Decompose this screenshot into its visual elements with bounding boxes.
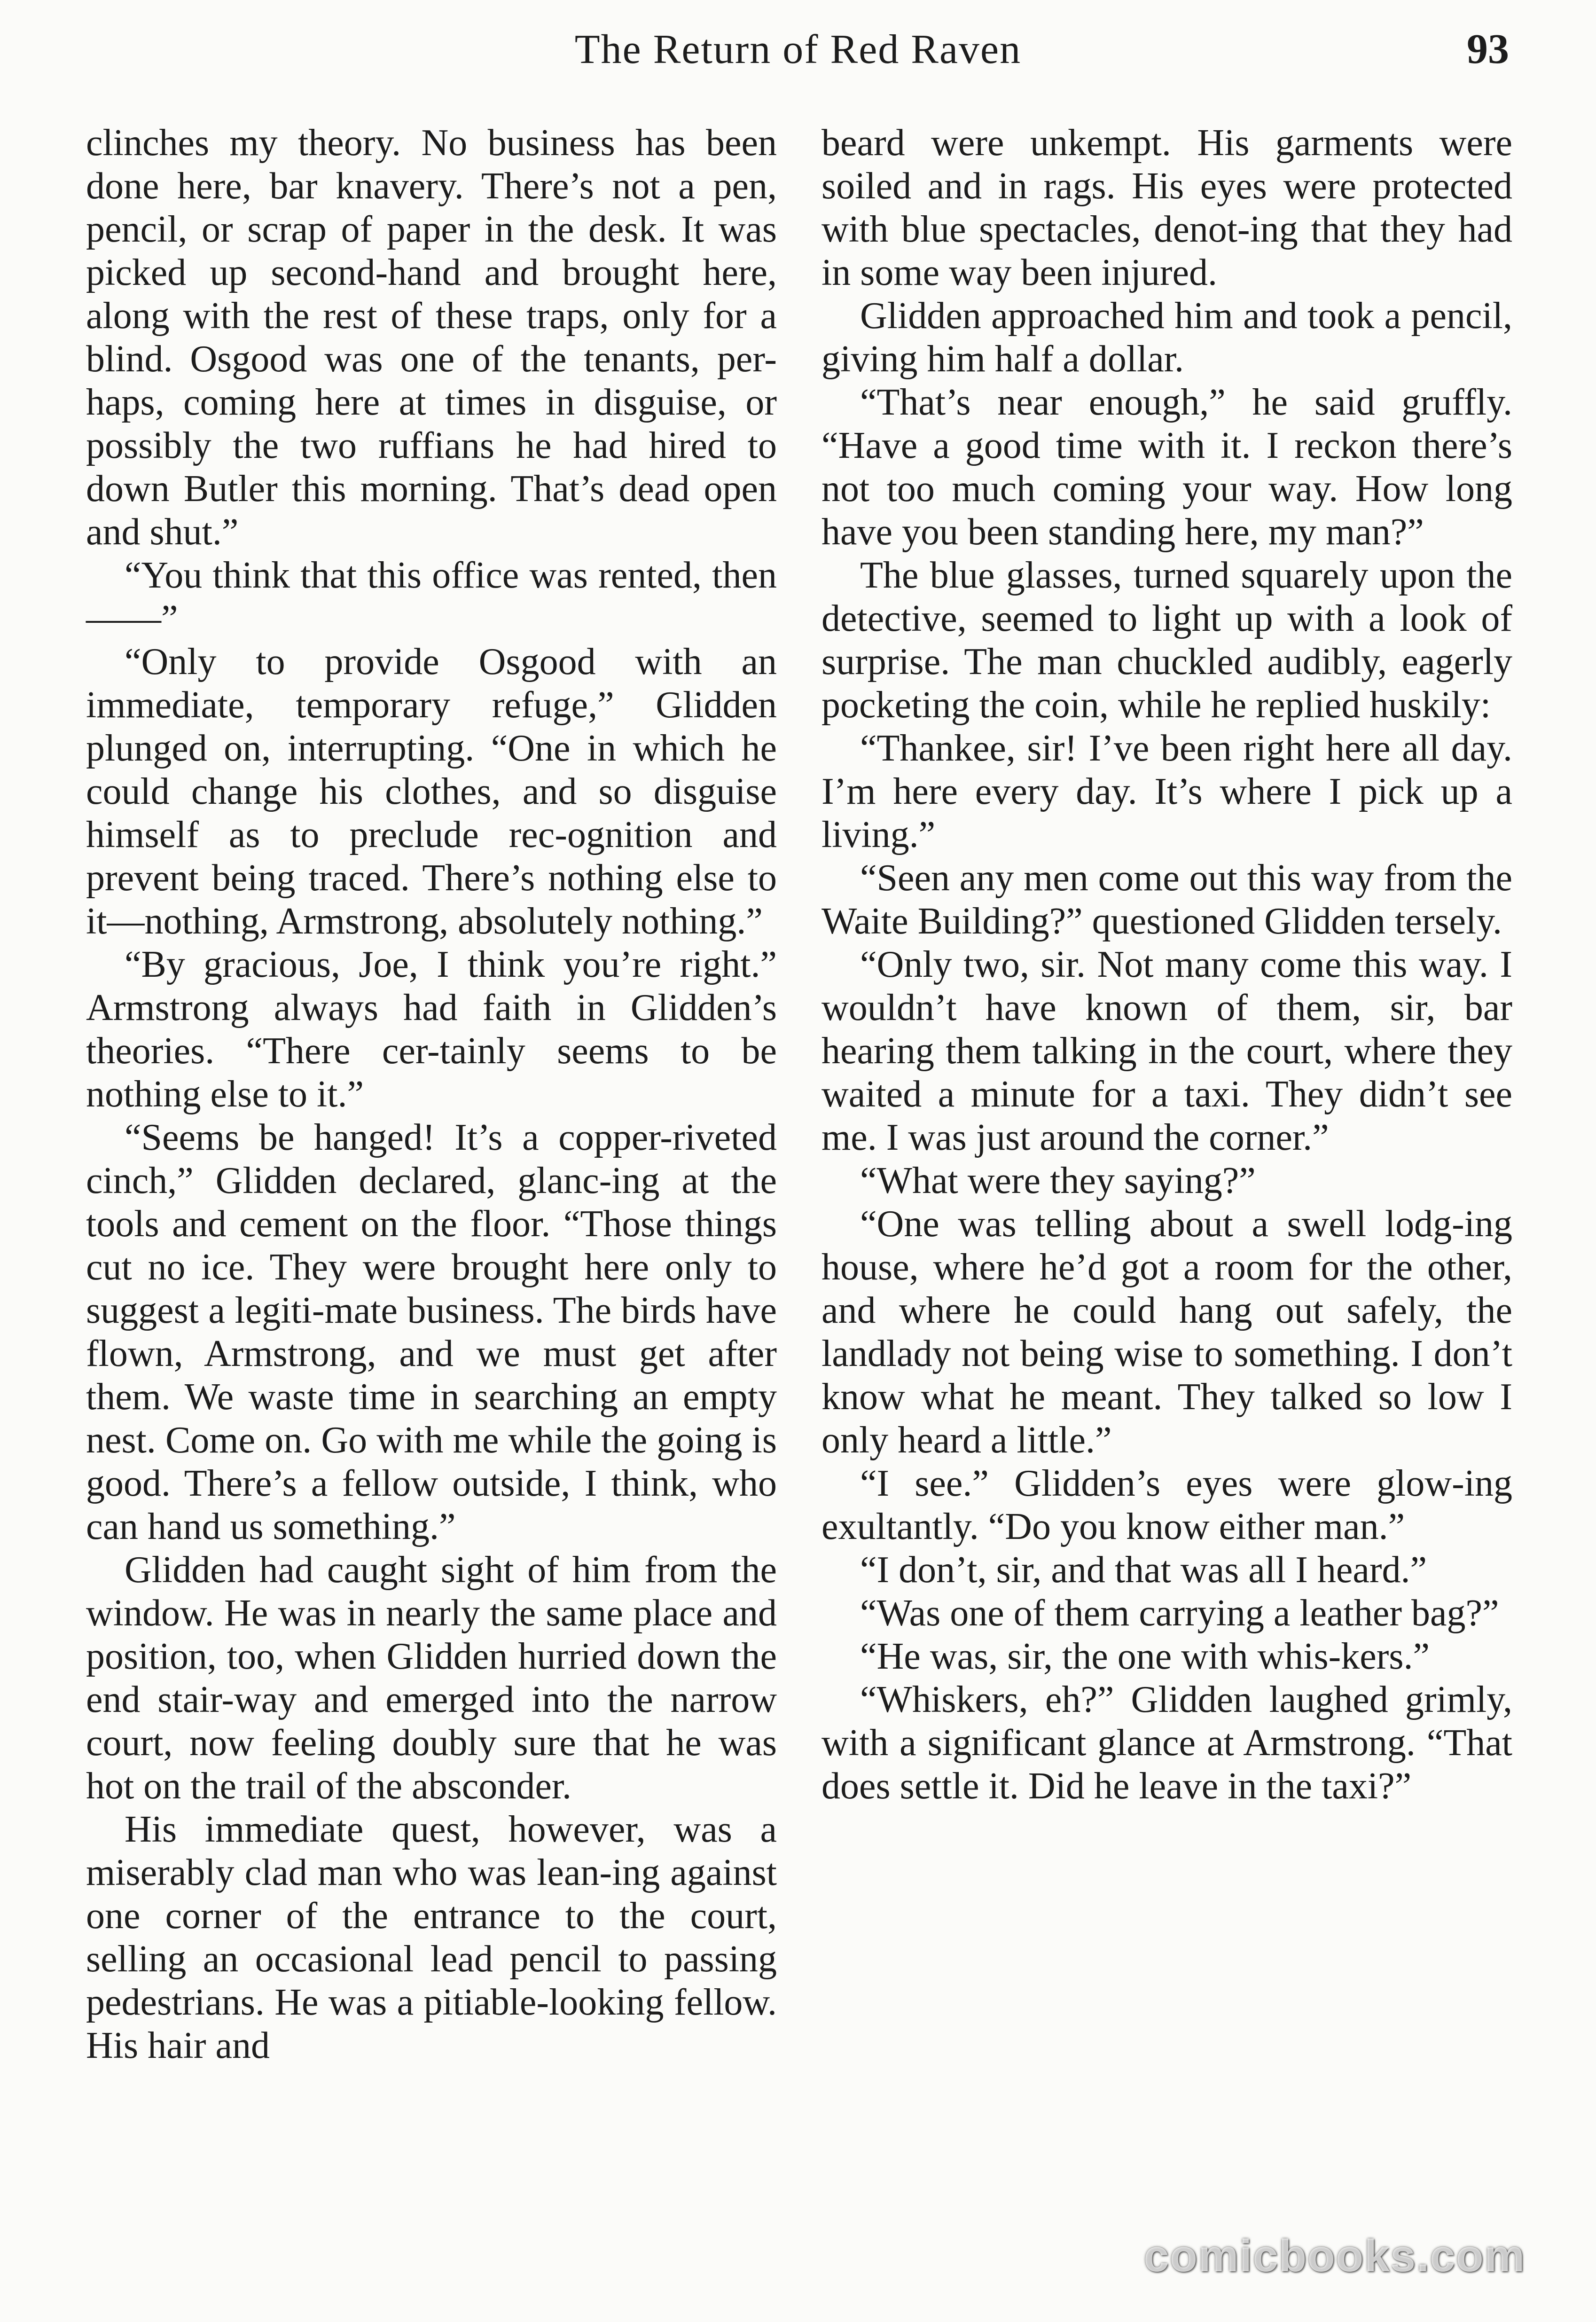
paragraph: “Seen any men come out this way from the Waite Building?” questioned Glidden tersely. (821, 857, 1512, 942)
running-title: The Return of Red Raven (574, 27, 1022, 72)
paragraph: “Thankee, sir! I’ve been right here all day. I’m here every day. It’s where I pick up a living.” (821, 728, 1512, 855)
paragraph: “Only two, sir. Not many come this way. I wouldn’t have known of them, sir, bar hearing them talking in the court, where they waited a minute for a taxi. They didn’t see me. I was just around the corner.” (821, 944, 1512, 1158)
paragraph: The blue glasses, turned squarely upon the detective, seemed to light up with a look of surprise. The man chuckled audibly, eagerly pocketing the coin, while he replied huskily: (821, 555, 1512, 726)
paragraph: “Seems be hanged! It’s a copper-riveted cinch,” Glidden declared, glanc-ing at the tools and cement on the floor. “Those things cut no ice. They were brought here only to suggest a legiti-mate business. The birds have flown, Armstrong, and we must get after them. We waste time in searching an empty nest. Come on. Go with me while the going is good. There’s a fellow outside, I think, who can hand us something.” (86, 1117, 777, 1547)
paragraph: “Only to provide Osgood with an immediate, temporary refuge,” Glidden plunged on, interrupting. “One in which he could change his clothes, and so disguise himself as to preclude rec-ognition and prevent being traced. There’s nothing else to it—nothing, Armstrong, absolutely nothing.” (86, 641, 777, 942)
paragraph: His immediate quest, however, was a miserably clad man who was lean-ing against one corner of the entrance to the court, selling an occasional lead pencil to passing pedestrians. He was a pitiable-looking fellow. His hair and (86, 1809, 777, 2066)
watermark: comicbooks.com (1143, 2231, 1526, 2281)
paragraph: “Whiskers, eh?” Glidden laughed grimly, with a significant glance at Armstrong. “That does settle it. Did he leave in the taxi?” (821, 1679, 1512, 1807)
paragraph: “That’s near enough,” he said gruffly. “Have a good time with it. I reckon there’s not too much coming your way. How long have you been standing here, my man?” (821, 382, 1512, 553)
paragraph: “Was one of them carrying a leather bag?” (860, 1592, 1499, 1634)
left-column (86, 121, 777, 2067)
paragraph: “What were they saying?” (860, 1160, 1256, 1201)
paragraph: “I see.” Glidden’s eyes were glow-ing exultantly. “Do you know either man.” (821, 1463, 1512, 1547)
paragraph: beard were unkempt. His garments were soiled and in rags. His eyes were protected with blue spectacles, denot-ing that they had in some way been injured. (821, 122, 1512, 293)
paragraph: “You think that this office was rented, then——” (86, 555, 777, 639)
page-number: 93 (1467, 26, 1509, 72)
right-column (821, 121, 1512, 1808)
paragraph: clinches my theory. No business has been done here, bar knavery. There’s not a pen, pencil, or scrap of paper in the desk. It was picked up second-hand and brought here, along with the rest of these traps, only for a blind. Osgood was one of the tenants, per-haps, coming here at times in disguise, or possibly the two ruffians he had hired to down Butler this morning. That’s dead open and shut.” (86, 122, 777, 553)
paragraph: “He was, sir, the one with whis-kers.” (860, 1636, 1430, 1677)
paragraph: “One was telling about a swell lodg-ing house, where he’d got a room for the other, and where he could hang out safely, the landlady not being wise to something. I don’t know what he meant. They talked so low I only heard a little.” (821, 1203, 1512, 1461)
paragraph: Glidden had caught sight of him from the window. He was in nearly the same place and position, too, when Glidden hurried down the end stair-way and emerged into the narrow court, now feeling doubly sure that he was hot on the trail of the absconder. (86, 1549, 777, 1807)
paragraph: Glidden approached him and took a pencil, giving him half a dollar. (821, 295, 1512, 380)
paragraph: “I don’t, sir, and that was all I heard.” (860, 1549, 1427, 1591)
paragraph: “By gracious, Joe, I think you’re right.” Armstrong always had faith in Glidden’s theories. “There cer-tainly seems to be nothing else to it.” (86, 944, 777, 1115)
